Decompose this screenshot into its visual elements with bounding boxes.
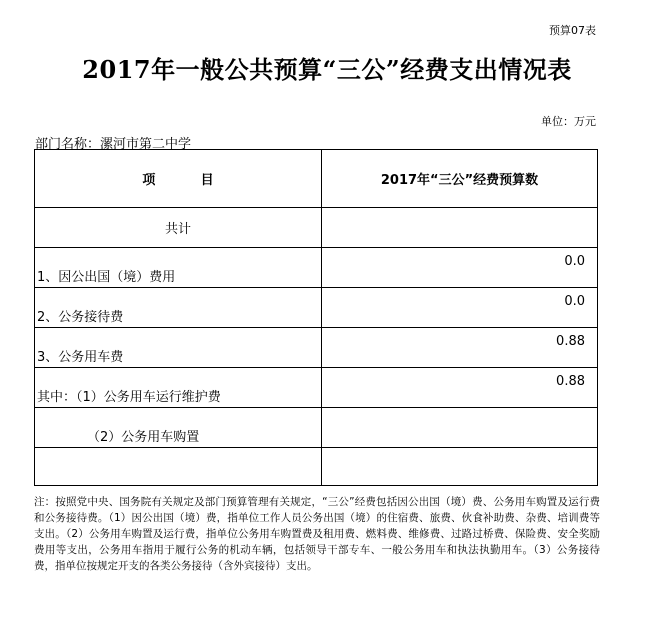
row-value-cell xyxy=(322,328,597,367)
row-value: 0.88 xyxy=(556,334,585,349)
table-row xyxy=(35,368,597,408)
row-label-cell xyxy=(35,288,321,327)
row-label-cell xyxy=(35,368,321,407)
row-value-cell xyxy=(322,288,597,327)
row-label-cell xyxy=(35,328,321,367)
row-label: （2）公务用车购置 xyxy=(87,430,200,445)
row-value-cell xyxy=(322,368,597,407)
row-label-cell xyxy=(35,408,321,447)
row-value: 0.0 xyxy=(564,294,585,309)
row-label: 其中：（1）公务用车运行维护费 xyxy=(37,390,221,405)
table-row xyxy=(35,408,597,448)
row-value-cell xyxy=(322,248,597,287)
row-label: 2、公务接待费 xyxy=(37,310,124,325)
row-value: 0.88 xyxy=(556,374,585,389)
header-item-label: 项 目 xyxy=(142,173,214,188)
budget-table xyxy=(34,149,598,486)
table-row xyxy=(35,328,597,368)
page-title: 2017年一般公共预算“三公”经费支出情况表 xyxy=(82,55,572,84)
row-value: 0.0 xyxy=(564,254,585,269)
total-value-cell xyxy=(322,208,597,247)
row-value-cell xyxy=(322,448,597,485)
total-label-cell xyxy=(35,208,321,247)
total-label: 共计 xyxy=(164,222,191,237)
header-amount-label: 2017年“三公”经费预算数 xyxy=(380,173,539,188)
unit-label: 单位：万元 xyxy=(541,115,596,128)
row-label: 1、因公出国（境）费用 xyxy=(37,270,176,285)
footnote: 注：按照党中央、国务院有关规定及部门预算管理有关规定，“三公”经费包括因公出国（境）费、公务用车购置及运行费和公务接待费。（1）因公出国（境）费，指单位工作人员公务出国（境）的住宿费、旅费、伙食补助费、杂费、培训费等支出。（2）公务用车购置及运行费，指单位公务用车购置费及租用费、燃料费、维修费、过路过桥费、保险费、安全奖励费用等支出，公务用车指用于履行公务的机动车辆，包括领导干部专车、一般公务用车和执法执勤用车。（3）公务接待费，指单位按规定开支的各类公务接待（含外宾接待）支出。 xyxy=(34,496,600,572)
row-label-cell xyxy=(35,248,321,287)
row-value-cell xyxy=(322,408,597,447)
table-row xyxy=(35,288,597,328)
header-cell-item xyxy=(35,150,321,207)
table-row xyxy=(35,248,597,288)
table-row xyxy=(35,448,597,485)
department-name: 部门名称：漯河市第二中学 xyxy=(35,137,192,152)
table-header-row xyxy=(35,150,597,208)
header-cell-amount xyxy=(322,150,597,207)
form-number: 预算07表 xyxy=(549,24,596,37)
row-label: 3、公务用车费 xyxy=(37,350,124,365)
table-row-total xyxy=(35,208,597,248)
row-label-cell xyxy=(35,448,321,485)
